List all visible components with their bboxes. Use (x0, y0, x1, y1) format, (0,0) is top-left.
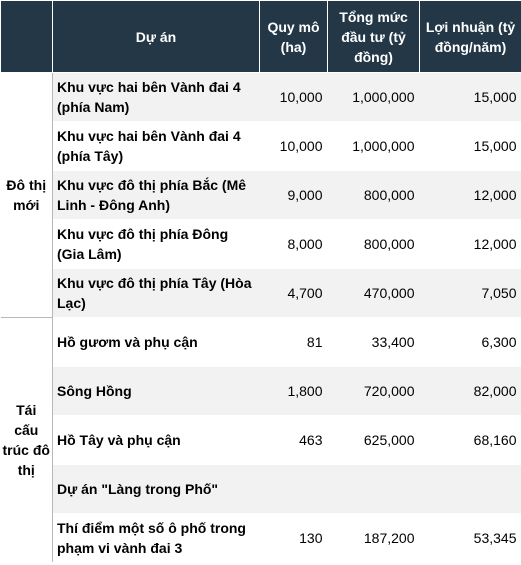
table-row (1, 318, 521, 367)
header-scale: Quy mô (ha) (260, 1, 328, 73)
header-row (1, 1, 521, 73)
investment-cell (328, 465, 420, 514)
group-label: Tái cấu trúc đô thị (1, 318, 53, 563)
project-cell: Sông Hồng (53, 367, 260, 416)
investment-cell: 1,000,000 (328, 122, 420, 171)
scale-cell: 10,000 (260, 122, 328, 171)
investment-cell: 187,200 (328, 514, 420, 563)
scale-cell: 4,700 (260, 269, 328, 318)
table-row (1, 73, 521, 122)
investment-cell: 1,000,000 (328, 73, 420, 122)
table-row (1, 122, 521, 171)
profit-cell: 7,050 (420, 269, 521, 318)
table-row (1, 514, 521, 563)
scale-cell: 1,800 (260, 367, 328, 416)
scale-cell (260, 465, 328, 514)
project-cell: Khu vực đô thị phía Tây (Hòa Lạc) (53, 269, 260, 318)
profit-cell: 82,000 (420, 367, 521, 416)
table-row (1, 465, 521, 514)
scale-cell: 10,000 (260, 73, 328, 122)
project-cell: Khu vực đô thị phía Bắc (Mê Linh - Đông Anh) (53, 171, 260, 220)
investment-cell: 720,000 (328, 367, 420, 416)
header-profit: Lợi nhuận (tỷ đồng/năm) (420, 1, 521, 73)
project-cell: Hồ gươm và phụ cận (53, 318, 260, 367)
project-cell: Hồ Tây và phụ cận (53, 416, 260, 465)
header-group (1, 1, 53, 73)
project-cell: Khu vực đô thị phía Đông (Gia Lâm) (53, 220, 260, 269)
table-row (1, 220, 521, 269)
profit-cell: 12,000 (420, 171, 521, 220)
scale-cell: 81 (260, 318, 328, 367)
profit-cell: 53,345 (420, 514, 521, 563)
scale-cell: 9,000 (260, 171, 328, 220)
header-investment: Tổng mức đầu tư (tỷ đồng) (328, 1, 420, 73)
investment-cell: 625,000 (328, 416, 420, 465)
profit-cell: 68,160 (420, 416, 521, 465)
investment-cell: 800,000 (328, 220, 420, 269)
project-cell: Khu vực hai bên Vành đai 4 (phía Nam) (53, 73, 260, 122)
profit-cell: 6,300 (420, 318, 521, 367)
scale-cell: 130 (260, 514, 328, 563)
profit-cell: 15,000 (420, 122, 521, 171)
profit-cell (420, 465, 521, 514)
profit-cell: 12,000 (420, 220, 521, 269)
profit-cell: 15,000 (420, 73, 521, 122)
scale-cell: 463 (260, 416, 328, 465)
table-row (1, 367, 521, 416)
investment-cell: 33,400 (328, 318, 420, 367)
table-row (1, 269, 521, 318)
project-cell: Khu vực hai bên Vành đai 4 (phía Tây) (53, 122, 260, 171)
project-cell: Dự án "Làng trong Phố" (53, 465, 260, 514)
table-row (1, 416, 521, 465)
table-row (1, 171, 521, 220)
investment-cell: 470,000 (328, 269, 420, 318)
scale-cell: 8,000 (260, 220, 328, 269)
project-cell: Thí điểm một số ô phố trong phạm vi vành đai 3 (53, 514, 260, 563)
header-project: Dự án (53, 1, 260, 73)
group-label: Đô thị mới (1, 73, 53, 318)
investment-cell: 800,000 (328, 171, 420, 220)
